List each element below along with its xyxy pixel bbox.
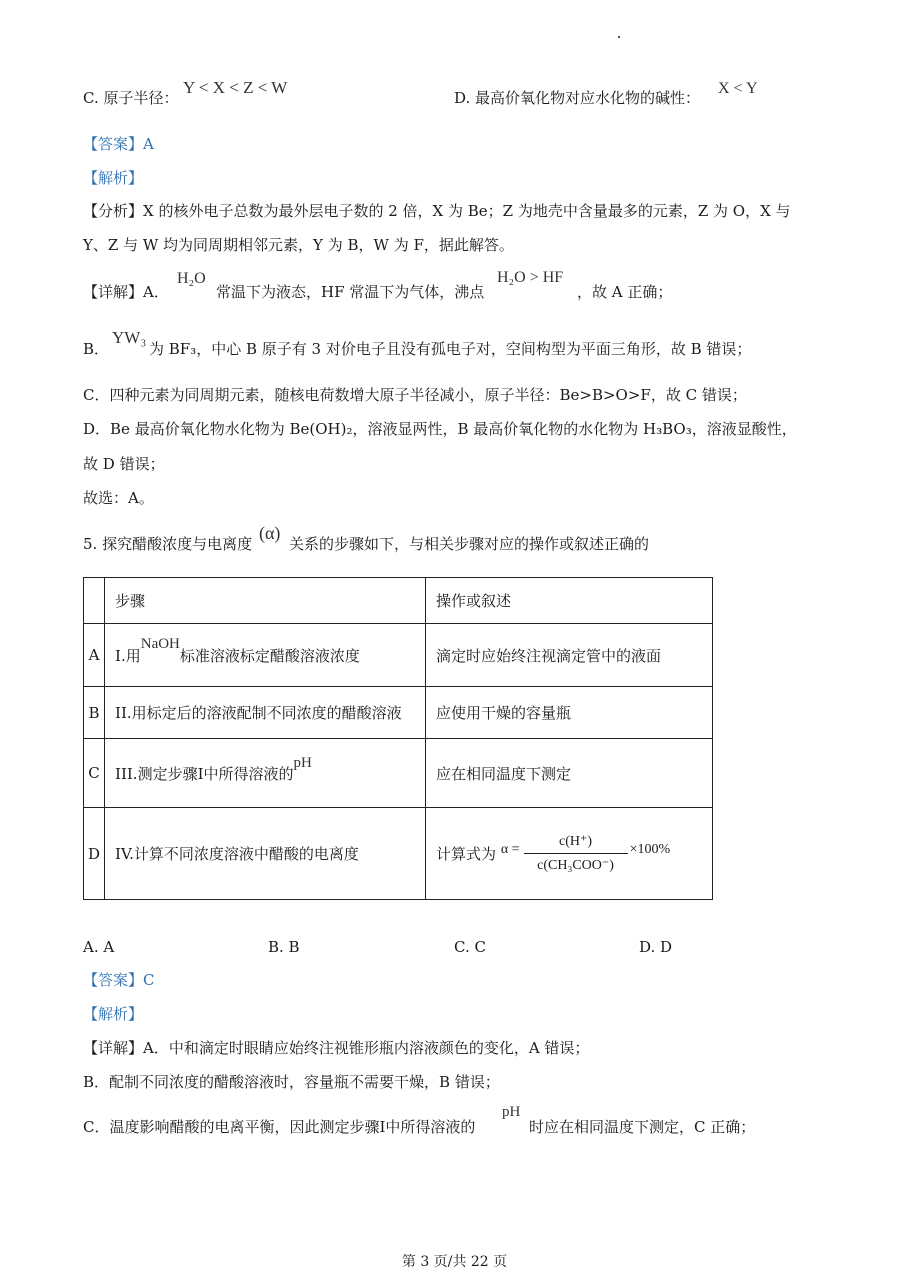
q4-detail-b-prefix: B．: [83, 340, 110, 358]
table-header-operation: 操作或叙述: [426, 578, 713, 624]
table-row: [84, 739, 713, 808]
q4-conclusion: 故选：A。: [83, 489, 154, 507]
ionization-formula: [501, 833, 670, 874]
table-row: [84, 624, 713, 687]
row-letter: D: [84, 808, 105, 900]
q5-detail-a: 【详解】A．中和滴定时眼睛应始终注视锥形瓶内溶液颜色的变化，A 错误；: [83, 1039, 590, 1057]
row-step: II.用标定后的溶液配制不同浓度的醋酸溶液: [105, 687, 426, 739]
q4-analysis-heading: 【解析】: [83, 169, 144, 187]
page-footer: 第 3 页/共 22 页: [401, 1254, 508, 1270]
table-header-empty: [84, 578, 105, 624]
option-d-expression: X < Y: [718, 80, 758, 97]
row-step: [105, 624, 426, 687]
q4-fenxi-line2: Y、Z 与 W 均为同周期相邻元素，Y 为 B，W 为 F，据此解答。: [83, 236, 514, 254]
q4-detail-a-suffix: ，故 A 正确；: [577, 283, 673, 301]
table-header-step: 步骤: [105, 578, 426, 624]
q4-detail-a-middle: 常温下为液态，HF 常温下为气体，沸点: [216, 283, 485, 301]
q5-detail-c-prefix: C．温度影响醋酸的电离平衡，因此测定步骤I中所得溶液的: [83, 1118, 476, 1136]
q5-table: [83, 577, 713, 900]
formula-numerator: c(H⁺): [559, 834, 593, 849]
row-operation: 应使用干燥的容量瓶: [426, 687, 713, 739]
formula-factor: ×100%: [629, 841, 671, 857]
row-operation: [426, 808, 713, 900]
q5-detail-c-suffix: 时应在相同温度下测定，C 正确；: [529, 1118, 756, 1136]
q4-detail-a-prefix: 【详解】A．: [83, 283, 169, 301]
option-c-expression: Y < X < Z < W: [183, 78, 288, 97]
option-d-label: D. 最高价氧化物对应水化物的碱性：: [454, 89, 701, 107]
formula-fraction: [524, 833, 628, 874]
q4-detail-b-formula: YW₃: [112, 328, 147, 347]
choice-a: A. A: [83, 938, 115, 956]
row-step: IV.计算不同浓度溶液中醋酸的电离度: [105, 808, 426, 900]
formula-denominator: c(CH₃COO⁻): [537, 858, 614, 873]
row-step-prefix: I.用: [115, 646, 141, 665]
row-operation-label: 计算式为: [436, 845, 497, 863]
row-step-prefix: III.测定步骤I中所得溶液的: [115, 764, 294, 783]
row-step-suffix: 标准溶液标定醋酸溶液浓度: [179, 646, 360, 665]
q4-detail-a-formula-compare: H₂O > HF: [497, 269, 564, 286]
q4-fenxi-line1: 【分析】X 的核外电子总数为最外层电子数的 2 倍，X 为 Be；Z 为地壳中含量最多的元素，Z 为 O，X 与: [83, 202, 791, 220]
q5-analysis-heading: 【解析】: [83, 1005, 144, 1023]
choice-c: C. C: [454, 938, 486, 956]
option-c-label: C. 原子半径：: [83, 89, 179, 107]
q5-detail-c-ph: pH: [502, 1104, 521, 1120]
table-header-row: [84, 578, 713, 624]
page-speck: [618, 36, 620, 38]
q5-stem-alpha: (α): [259, 523, 281, 543]
q5-stem-prefix: 5. 探究醋酸浓度与电离度: [83, 535, 253, 553]
q5-detail-b: B．配制不同浓度的醋酸溶液时，容量瓶不需要干燥，B 错误；: [83, 1073, 500, 1091]
row-step: [105, 739, 426, 808]
q4-detail-d-line2: 故 D 错误；: [83, 455, 165, 473]
q4-answer: 【答案】A: [83, 135, 154, 153]
row-operation: 滴定时应始终注视滴定管中的液面: [426, 624, 713, 687]
table-row: [84, 808, 713, 900]
table-row: [84, 687, 713, 739]
q5-answer: 【答案】C: [83, 971, 155, 989]
choice-b: B. B: [268, 938, 300, 956]
q4-detail-d-line1: D．Be 最高价氧化物水化物为 Be(OH)₂，溶液显两性，B 最高价氧化物的水化物为 H₃BO₃，溶液显酸性，: [83, 420, 797, 438]
row-letter: B: [84, 687, 105, 739]
formula-lhs: α =: [500, 841, 520, 857]
q4-detail-c: C．四种元素为同周期元素，随核电荷数增大原子半径减小，原子半径：Be>B>O>F，故 C 错误；: [83, 386, 747, 404]
q5-stem-suffix: 关系的步骤如下，与相关步骤对应的操作或叙述正确的: [289, 535, 650, 553]
row-step-formula: NaOH: [140, 635, 180, 652]
row-step-formula: pH: [293, 754, 312, 771]
row-letter: A: [84, 624, 105, 687]
q4-detail-a-formula-h2o: H₂O: [177, 270, 206, 287]
choice-d: D. D: [639, 938, 673, 956]
row-letter: C: [84, 739, 105, 808]
q4-detail-b-text: 为 BF₃，中心 B 原子有 3 对价电子且没有孤电子对，空间构型为平面三角形，故 B 错误；: [149, 340, 752, 358]
row-operation: 应在相同温度下测定: [426, 739, 713, 808]
